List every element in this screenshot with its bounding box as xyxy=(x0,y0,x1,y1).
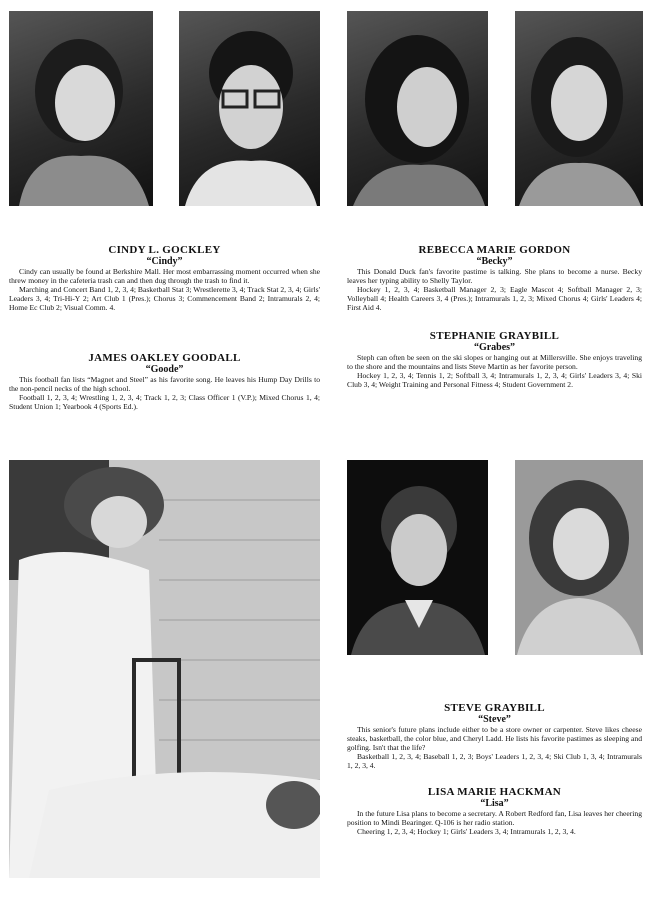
student-bio: This senior's future plans include either to be a store owner or carpenter. Steve likes cheese steaks, basketball, the color blue, and Cheryl Ladd. He lists his favorite pastimes as sleeping and golfing. Isn't that the life? xyxy=(347,725,642,752)
student-nickname: “Goode” xyxy=(145,364,184,375)
portrait-james-goodall xyxy=(179,11,320,206)
student-nickname: “Steve” xyxy=(478,714,511,725)
student-entry-james-goodall xyxy=(9,352,320,411)
student-nickname: “Becky” xyxy=(476,256,513,267)
student-name: STEVE GRAYBILL xyxy=(444,702,545,714)
student-nickname: “Grabes” xyxy=(473,342,516,353)
student-name: LISA MARIE HACKMAN xyxy=(427,786,562,798)
portrait-rebecca-gordon xyxy=(347,11,488,206)
portrait-stephanie-graybill xyxy=(515,11,643,206)
student-activities: Football 1, 2, 3, 4; Wrestling 1, 2, 3, 4; Track 1, 2, 3; Class Officer 1 (V.P.); Mixed Chorus 1, 4; Student Union 1; Yearbook 4 (Sports Ed.). xyxy=(9,393,320,411)
student-activities: Cheering 1, 2, 3, 4; Hockey 1; Girls' Leaders 3, 4; Intramurals 1, 2, 3, 4. xyxy=(357,827,576,836)
student-activities: Hockey 1, 2, 3, 4; Tennis 1, 2; Softball 3, 4; Intramurals 1, 2, 3, 4; Girls' Leaders 3, 4; Ski Club 3, 4; Weight Training and Personal Fitness 4; Student Government 2. xyxy=(347,371,642,389)
student-bio: In the future Lisa plans to become a secretary. A Robert Redford fan, Lisa leaves her cheering position to Mindi Bearinger. Q-106 is her radio station. xyxy=(347,809,642,827)
student-name: REBECCA MARIE GORDON xyxy=(418,244,571,256)
student-bio: Cindy can usually be found at Berkshire Mall. Her most embarrassing moment occurred when she threw money in the cafeteria trash can and then dug through the trash to find it. xyxy=(9,267,320,285)
student-bio: This football fan lists “Magnet and Steel” as his favorite song. He leaves his Hump Day Drills to the non-pencil necks of the high school. xyxy=(9,375,320,393)
student-entry-rebecca-gordon xyxy=(347,244,642,312)
student-activities: Marching and Concert Band 1, 2, 3, 4; Basketball Stat 3; Wrestlerette 3, 4; Track Stat 2, 3, 4; Girls' Leaders 3, 4; Tri-Hi-Y 2; Art Club 1 (Pres.); Chorus 3; Commencement Band 2; Intramurals 2, 4; Home Ec Club 2; Visual Comm. 4. xyxy=(9,285,320,312)
student-name: JAMES OAKLEY GOODALL xyxy=(88,352,241,364)
student-bio: Steph can often be seen on the ski slopes or hanging out at Millersville. She enjoys traveling to the shore and the mountains and lists Steve Martin as her favorite person. xyxy=(347,353,642,371)
student-entry-steve-graybill xyxy=(347,702,642,770)
student-activities: Hockey 1, 2, 3, 4; Basketball Manager 2, 3; Eagle Mascot 4; Softball Manager 2, 3; Volleyball 4; Health Careers 3, 4 (Pres.); Intramurals 1, 2, 3; Mixed Chorus 4; Girls' Leaders 4; First Aid 4. xyxy=(347,285,642,312)
student-activities: Basketball 1, 2, 3, 4; Baseball 1, 2, 3; Boys' Leaders 1, 2, 3, 4; Ski Club 1, 3, 4; Intramurals 1, 2, 3, 4. xyxy=(347,752,642,770)
student-name: STEPHANIE GRAYBILL xyxy=(429,330,560,342)
student-name: CINDY L. GOCKLEY xyxy=(108,244,221,256)
student-nickname: “Cindy” xyxy=(146,256,183,267)
student-nickname: “Lisa” xyxy=(480,798,509,809)
candid-photo-nurse-practice xyxy=(9,460,320,878)
student-entry-cindy-gockley xyxy=(9,244,320,312)
student-entry-stephanie-graybill xyxy=(347,330,642,389)
portrait-lisa-hackman xyxy=(515,460,643,655)
student-bio: This Donald Duck fan's favorite pastime is talking. She plans to become a nurse. Becky leaves her typing ability to Shelly Taylor. xyxy=(347,267,642,285)
portrait-cindy-gockley xyxy=(9,11,153,206)
portrait-steve-graybill xyxy=(347,460,488,655)
student-entry-lisa-hackman xyxy=(347,786,642,836)
